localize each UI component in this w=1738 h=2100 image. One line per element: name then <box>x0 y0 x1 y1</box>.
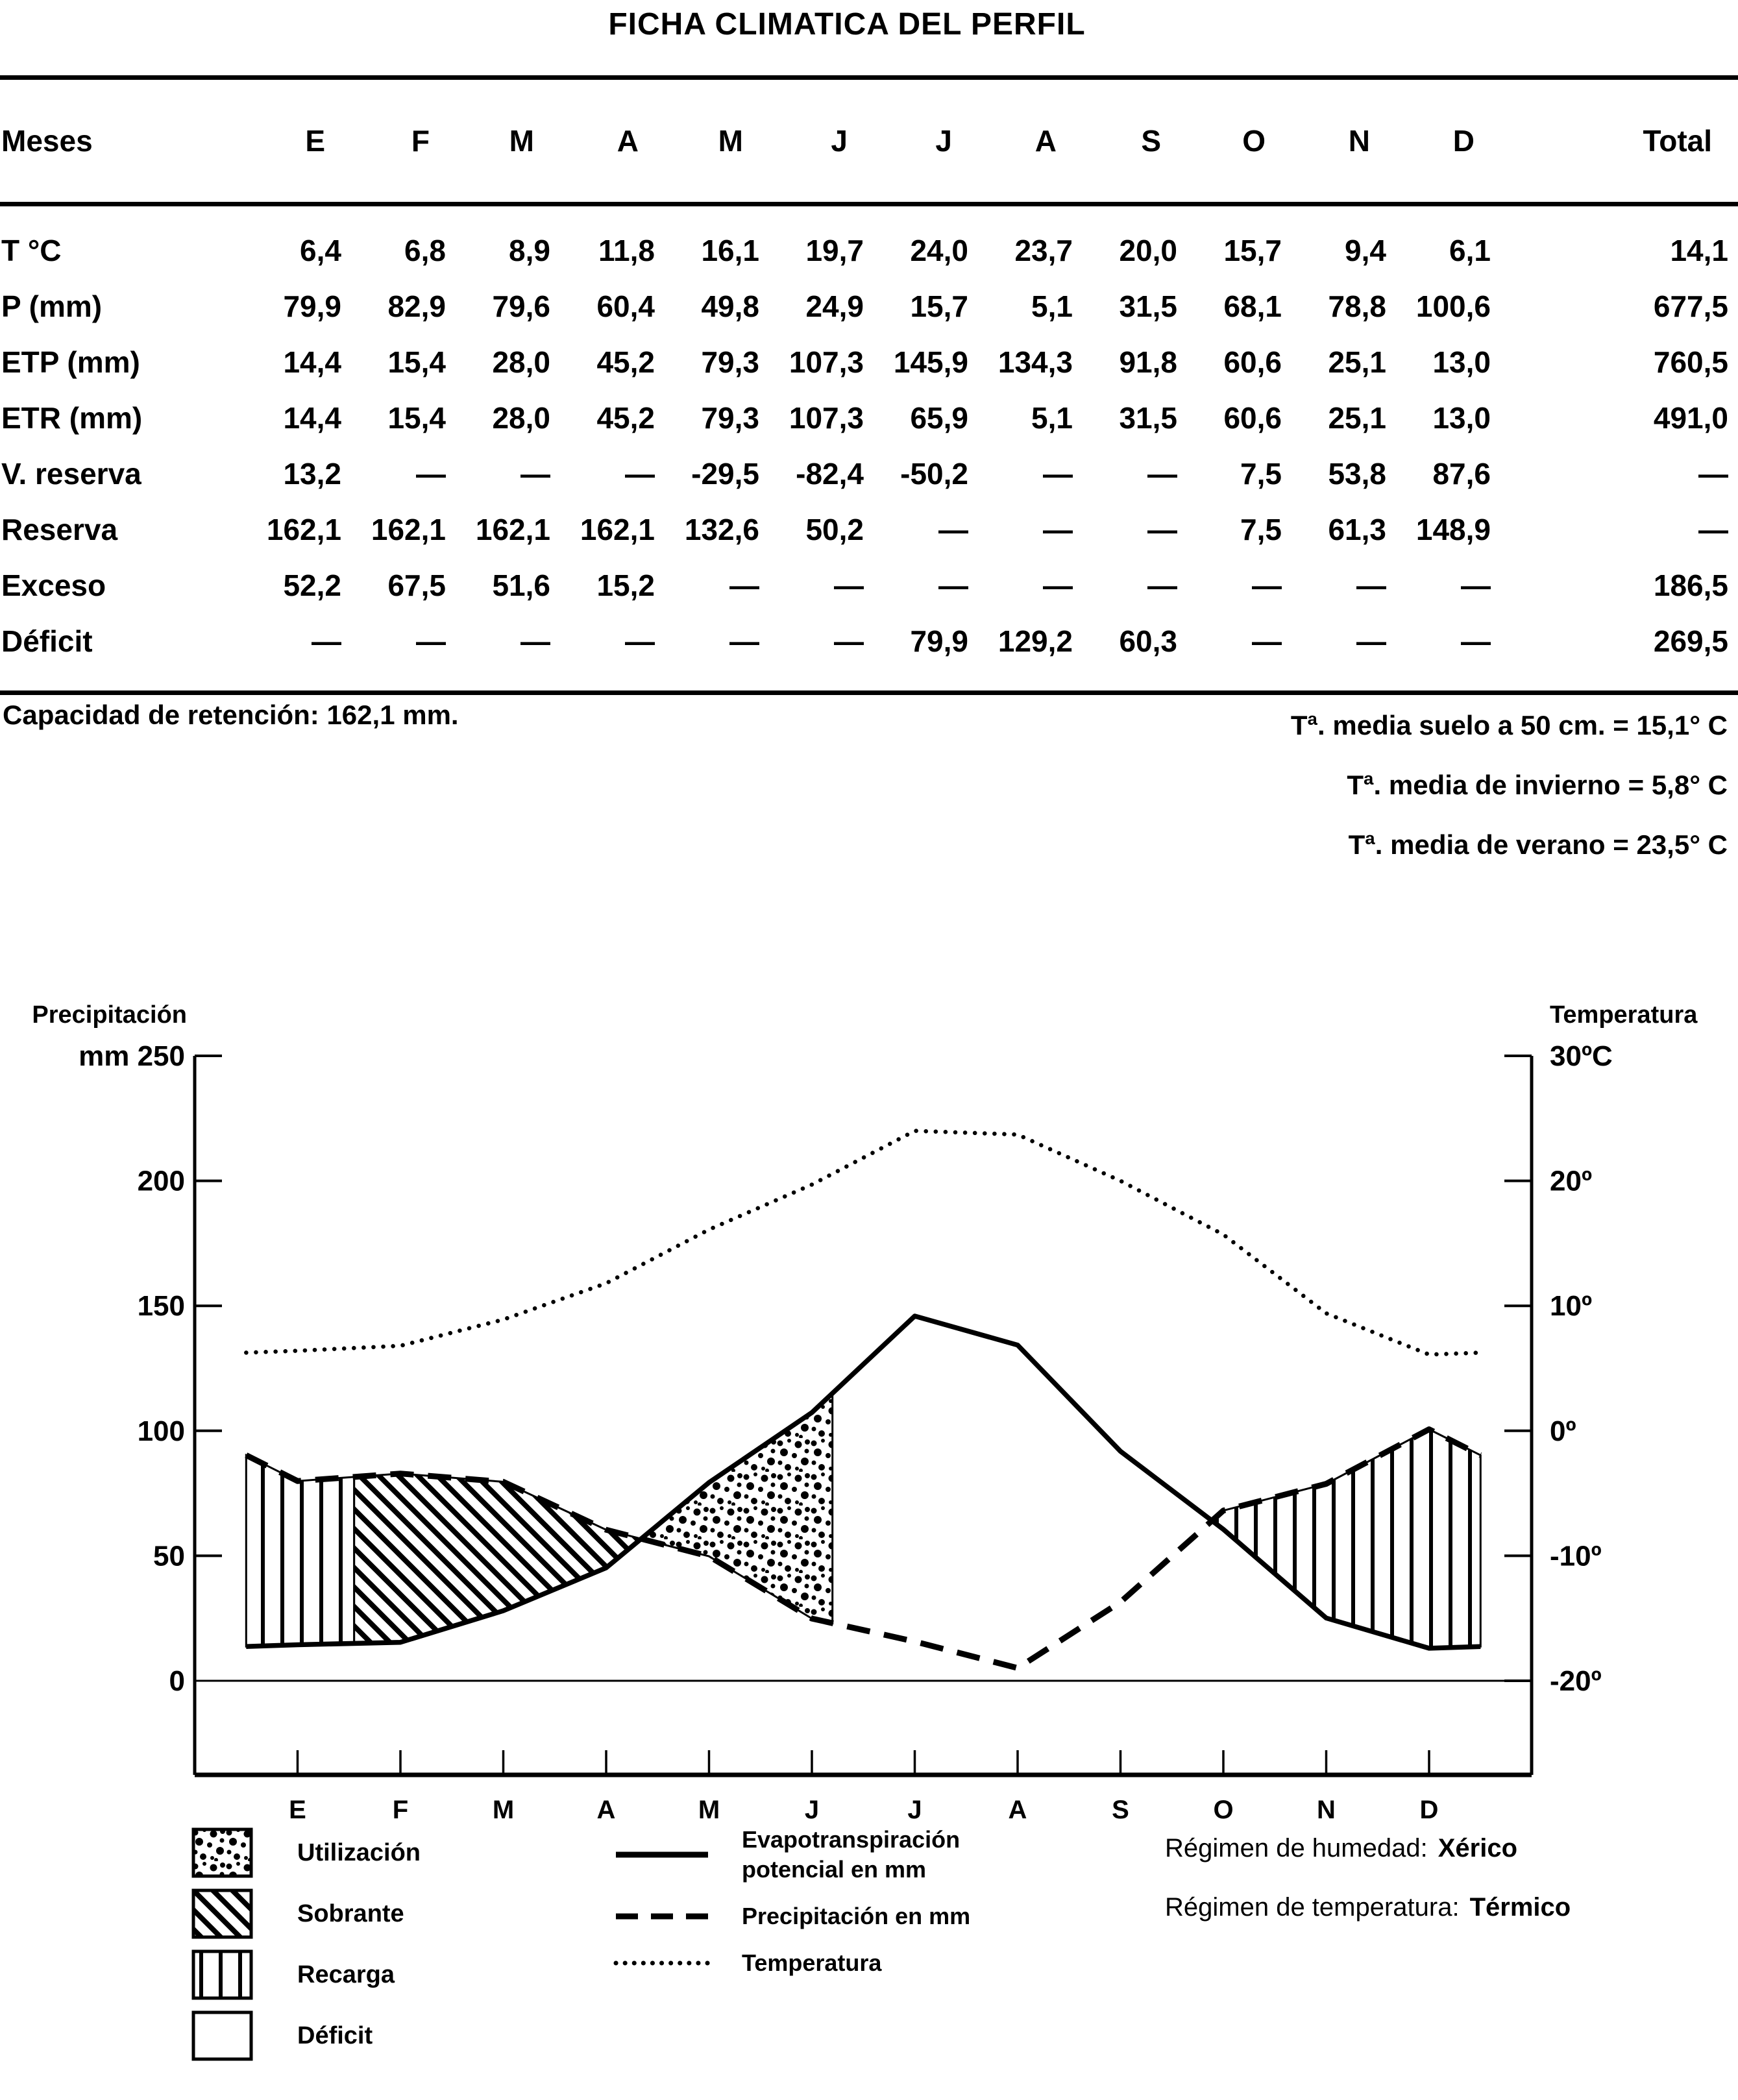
table-cell: 107,3 <box>789 345 864 379</box>
table-cell: 8,9 <box>509 234 550 267</box>
table-cell: 79,3 <box>701 401 759 435</box>
table-cell: — <box>416 457 446 491</box>
left-axis-title: Precipitación <box>32 1001 187 1029</box>
left-tick-label: mm 250 <box>79 1040 185 1072</box>
right-tick-label: 10º <box>1550 1290 1593 1323</box>
table-cell: 60,6 <box>1223 345 1282 379</box>
month-label-j-6: J <box>804 1796 820 1824</box>
table-cell: 61,3 <box>1328 513 1386 546</box>
table-cell: 60,3 <box>1119 624 1177 658</box>
table-cell: 65,9 <box>910 401 968 435</box>
table-cell: 14,4 <box>283 401 341 435</box>
legend-line-item-solid <box>613 1825 970 1885</box>
row-label: ETR (mm) <box>1 401 143 435</box>
table-header-meses: Meses <box>0 78 247 204</box>
right-axis-title: Temperatura <box>1550 1001 1698 1029</box>
legend-line-item-dotted <box>613 1948 970 1978</box>
region-utilizacion <box>641 1393 833 1623</box>
table-cell: 15,4 <box>387 401 446 435</box>
table-header-s-9: S <box>1083 78 1187 204</box>
table-cell: 20,0 <box>1119 234 1177 267</box>
temperature-note-line: Tª. media suelo a 50 cm. = 15,1° C <box>1290 710 1728 740</box>
table-cell: 186,5 <box>1653 568 1728 602</box>
table-cell: 68,1 <box>1223 289 1282 323</box>
regime-row <box>1165 1893 1571 1922</box>
legend-pattern-label: Déficit <box>297 2021 373 2049</box>
table-row <box>0 204 1738 279</box>
row-label: Déficit <box>1 624 93 658</box>
table-cell: 107,3 <box>789 401 864 435</box>
table-cell: 60,6 <box>1223 401 1282 435</box>
table-cell: 79,6 <box>492 289 550 323</box>
table-cell: — <box>416 624 446 658</box>
table-cell: — <box>1147 457 1177 491</box>
table-header-row <box>0 78 1738 204</box>
page-title: FICHA CLIMATICA DEL PERFIL <box>608 7 1086 42</box>
table-cell: 11,8 <box>598 234 655 267</box>
row-label: Reserva <box>1 513 118 546</box>
row-label: V. reserva <box>1 457 141 491</box>
regime-row <box>1165 1834 1571 1863</box>
table-cell: 491,0 <box>1653 401 1728 435</box>
table-cell: 13,0 <box>1432 345 1491 379</box>
row-label: P (mm) <box>1 289 103 323</box>
table-header-f-2: F <box>351 78 456 204</box>
table-cell: — <box>520 457 550 491</box>
solid-line-icon <box>613 1847 711 1862</box>
table-cell: 25,1 <box>1328 401 1386 435</box>
table-cell: 79,3 <box>701 345 759 379</box>
table-cell: 23,7 <box>1014 234 1073 267</box>
right-tick-label: -20º <box>1550 1665 1602 1697</box>
table-cell: — <box>1356 568 1386 602</box>
legend-item-dots <box>191 1822 421 1883</box>
table-cell: 132,6 <box>684 513 759 546</box>
table-cell: 13,2 <box>283 457 341 491</box>
table-header-a-4: A <box>560 78 665 204</box>
legend-pattern-label: Recarga <box>297 1960 395 1988</box>
table-cell: 87,6 <box>1432 457 1491 491</box>
table-cell: 79,9 <box>910 624 968 658</box>
table-cell: 7,5 <box>1240 457 1282 491</box>
table-cell: 269,5 <box>1653 624 1728 658</box>
table-cell: — <box>1252 568 1282 602</box>
diagonal-swatch-icon <box>191 1888 253 1939</box>
table-cell: 60,4 <box>596 289 655 323</box>
table-cell: 45,2 <box>596 345 655 379</box>
table-cell: 148,9 <box>1415 513 1491 546</box>
month-label-n-11: N <box>1317 1796 1336 1824</box>
table-header-d-12: D <box>1396 78 1500 204</box>
table-cell: -50,2 <box>900 457 968 491</box>
table-cell: 162,1 <box>475 513 550 546</box>
right-tick-label: 30ºC <box>1550 1040 1613 1072</box>
table-cell: 53,8 <box>1328 457 1386 491</box>
table-cell: 15,7 <box>910 289 968 323</box>
right-tick-label: -10º <box>1550 1540 1602 1572</box>
month-label-d-12: D <box>1419 1796 1439 1824</box>
table-cell: — <box>729 624 759 658</box>
table-cell: 9,4 <box>1345 234 1386 267</box>
table-cell: 6,8 <box>404 234 446 267</box>
table-cell: 7,5 <box>1240 513 1282 546</box>
table-cell: — <box>1147 568 1177 602</box>
legend-item-diagonal <box>191 1883 421 1944</box>
climate-data-table <box>0 75 1738 695</box>
legend-line-label: Precipitación en mm <box>742 1903 971 1929</box>
table-cell: 24,0 <box>910 234 968 267</box>
legend-line-column <box>613 1825 970 1995</box>
right-tick-label: 20º <box>1550 1165 1593 1197</box>
month-label-a-8: A <box>1008 1796 1027 1824</box>
legend-regime-column <box>1165 1834 1571 1952</box>
none-swatch-icon <box>191 2010 253 2061</box>
table-cell: — <box>625 624 655 658</box>
table-cell: 52,2 <box>283 568 341 602</box>
table-header-o-10: O <box>1187 78 1291 204</box>
table-cell: — <box>1461 624 1491 658</box>
table-header-m-3: M <box>456 78 560 204</box>
table-cell: — <box>1698 513 1728 546</box>
legend-pattern-label: Sobrante <box>297 1899 404 1927</box>
legend-pattern-label: Utilización <box>297 1838 421 1866</box>
table-cell: 162,1 <box>371 513 446 546</box>
left-tick-label: 50 <box>153 1540 185 1572</box>
right-tick-label: 0º <box>1550 1415 1576 1447</box>
temperature-note-line: Tª. media de verano = 23,5° C <box>1348 829 1728 860</box>
table-cell: — <box>834 568 864 602</box>
month-label-m-5: M <box>698 1796 720 1824</box>
temperature-notes <box>1291 696 1728 875</box>
table-header-e-1: E <box>247 78 351 204</box>
table-cell: 78,8 <box>1328 289 1386 323</box>
month-label-a-4: A <box>596 1796 616 1824</box>
table-cell: -29,5 <box>691 457 759 491</box>
table-cell: — <box>1461 568 1491 602</box>
table-header-j-6: J <box>769 78 874 204</box>
climograph <box>0 999 1738 1843</box>
left-tick-label: 150 <box>137 1290 185 1323</box>
legend-item-none <box>191 2005 421 2066</box>
regime-label: Régimen de temperatura: <box>1165 1893 1460 1922</box>
regime-label: Régimen de humedad: <box>1165 1834 1428 1862</box>
table-cell: 45,2 <box>596 401 655 435</box>
table-cell: 51,6 <box>492 568 550 602</box>
row-label: ETP (mm) <box>1 345 140 379</box>
table-cell: 5,1 <box>1031 289 1073 323</box>
region-sobrante <box>354 1474 641 1644</box>
regime-value: Térmico <box>1469 1893 1571 1922</box>
table-cell: 28,0 <box>492 345 550 379</box>
table-cell: 50,2 <box>805 513 864 546</box>
month-label-s-9: S <box>1112 1796 1129 1824</box>
table-cell: — <box>1356 624 1386 658</box>
legend-line-label: Temperatura <box>742 1949 882 1976</box>
table-header-n-11: N <box>1291 78 1396 204</box>
table-cell: 5,1 <box>1031 401 1073 435</box>
table-cell: 677,5 <box>1653 289 1728 323</box>
table-cell: — <box>625 457 655 491</box>
table-cell: 91,8 <box>1119 345 1177 379</box>
table-cell: 24,9 <box>805 289 864 323</box>
table-cell: -82,4 <box>796 457 864 491</box>
region-recarga <box>1212 1430 1481 1648</box>
table-cell: 15,4 <box>387 345 446 379</box>
temperature-curve <box>246 1131 1480 1355</box>
table-cell: 16,1 <box>701 234 759 267</box>
left-tick-label: 0 <box>169 1665 185 1697</box>
table-row <box>0 278 1738 334</box>
dotted-line-icon <box>613 1955 711 1971</box>
table-header-a-8: A <box>978 78 1083 204</box>
table-cell: 31,5 <box>1119 289 1177 323</box>
table-cell: 15,2 <box>596 568 655 602</box>
table-header-total-13: Total <box>1500 78 1738 204</box>
table-cell: 49,8 <box>701 289 759 323</box>
table-cell: 79,9 <box>283 289 341 323</box>
table-cell: 760,5 <box>1653 345 1728 379</box>
table-cell: — <box>834 624 864 658</box>
table-cell: 13,0 <box>1432 401 1491 435</box>
table-row <box>0 557 1738 613</box>
table-cell: — <box>1043 568 1073 602</box>
table-cell: — <box>312 624 341 658</box>
dashed-line-icon <box>613 1909 711 1924</box>
table-header-j-7: J <box>874 78 978 204</box>
table-cell: 6,4 <box>300 234 341 267</box>
table-cell: 31,5 <box>1119 401 1177 435</box>
table-cell: — <box>938 568 968 602</box>
month-label-m-3: M <box>492 1796 515 1824</box>
vertical-swatch-icon <box>191 1949 253 2000</box>
table-cell: — <box>1043 513 1073 546</box>
month-label-j-7: J <box>907 1796 922 1824</box>
legend-line-label: Evapotranspiración potencial en mm <box>742 1826 961 1883</box>
table-cell: 129,2 <box>998 624 1073 658</box>
table-cell: 67,5 <box>387 568 446 602</box>
table-cell: 28,0 <box>492 401 550 435</box>
legend-pattern-column <box>191 1822 421 2066</box>
table-cell: — <box>729 568 759 602</box>
table-header-m-5: M <box>665 78 769 204</box>
row-label: T °C <box>1 234 62 267</box>
temperature-note-line: Tª. media de invierno = 5,8° C <box>1347 770 1728 800</box>
table-row <box>0 334 1738 390</box>
table-cell: — <box>520 624 550 658</box>
legend-line-item-dashed <box>613 1901 970 1931</box>
month-label-o-10: O <box>1213 1796 1234 1824</box>
left-tick-label: 100 <box>137 1415 185 1447</box>
table-cell: 134,3 <box>998 345 1073 379</box>
table-row <box>0 502 1738 557</box>
left-tick-label: 200 <box>137 1165 185 1197</box>
table-cell: 145,9 <box>893 345 968 379</box>
region-recarga <box>246 1455 354 1646</box>
table-cell: — <box>1043 457 1073 491</box>
row-label: Exceso <box>1 568 106 602</box>
table-cell: — <box>938 513 968 546</box>
table-cell: 82,9 <box>387 289 446 323</box>
table-row <box>0 613 1738 693</box>
dots-swatch-icon <box>191 1827 253 1878</box>
table-cell: — <box>1147 513 1177 546</box>
table-cell: 14,4 <box>283 345 341 379</box>
table-cell: 100,6 <box>1415 289 1491 323</box>
table-cell: 162,1 <box>580 513 655 546</box>
table-cell: 162,1 <box>266 513 341 546</box>
table-row <box>0 446 1738 502</box>
legend-item-vertical <box>191 1944 421 2005</box>
retention-capacity-note: Capacidad de retención: 162,1 mm. <box>3 700 459 730</box>
table-cell: 15,7 <box>1223 234 1282 267</box>
table-row <box>0 390 1738 446</box>
table-cell: 19,7 <box>805 234 864 267</box>
table-cell: 14,1 <box>1670 234 1728 267</box>
month-label-f-2: F <box>392 1796 409 1824</box>
table-cell: 25,1 <box>1328 345 1386 379</box>
month-label-e-1: E <box>289 1796 306 1824</box>
table-cell: 6,1 <box>1449 234 1491 267</box>
table-cell: — <box>1698 457 1728 491</box>
table-cell: — <box>1252 624 1282 658</box>
regime-value: Xérico <box>1438 1834 1518 1862</box>
